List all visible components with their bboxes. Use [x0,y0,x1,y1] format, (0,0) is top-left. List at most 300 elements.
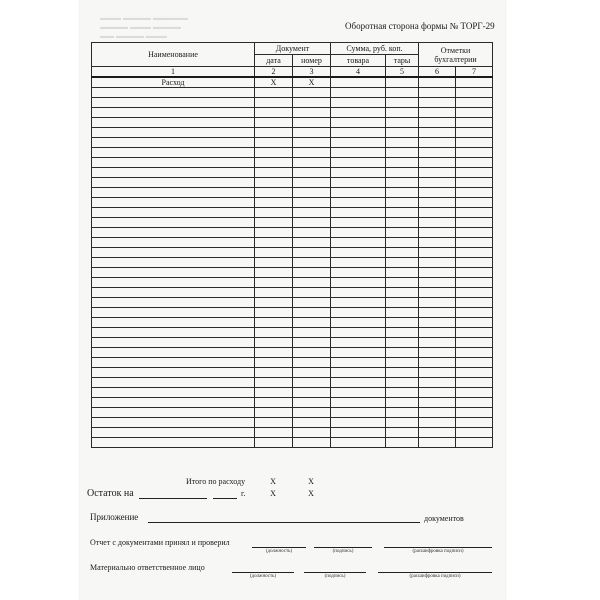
table-cell[interactable] [293,318,331,328]
table-cell[interactable] [419,268,456,278]
table-cell[interactable] [386,278,419,288]
table-row[interactable] [92,228,493,238]
table-cell[interactable] [92,138,255,148]
table-cell[interactable] [331,298,386,308]
table-cell[interactable] [331,248,386,258]
table-row[interactable] [92,178,493,188]
table-cell[interactable] [456,328,493,338]
report-signature-line[interactable] [314,547,372,548]
table-row[interactable] [92,368,493,378]
table-cell[interactable] [386,128,419,138]
attachment-count-line[interactable] [148,522,420,523]
table-cell[interactable] [293,328,331,338]
table-cell[interactable] [386,338,419,348]
table-cell[interactable] [92,268,255,278]
table-cell[interactable] [255,288,293,298]
table-cell[interactable] [456,338,493,348]
table-cell[interactable] [386,108,419,118]
table-cell[interactable] [92,408,255,418]
table-cell[interactable] [92,238,255,248]
table-cell[interactable] [92,328,255,338]
table-cell[interactable] [456,428,493,438]
table-cell[interactable] [331,308,386,318]
table-cell[interactable] [293,158,331,168]
table-cell[interactable] [255,258,293,268]
table-cell[interactable] [456,178,493,188]
table-cell[interactable] [92,178,255,188]
table-cell[interactable] [255,228,293,238]
table-cell[interactable] [386,168,419,178]
table-cell[interactable] [386,398,419,408]
table-row[interactable] [92,248,493,258]
table-cell[interactable] [456,128,493,138]
table-cell[interactable] [255,368,293,378]
table-row[interactable] [92,438,493,448]
table-cell[interactable] [255,248,293,258]
table-cell[interactable] [386,308,419,318]
table-cell[interactable] [255,388,293,398]
table-cell[interactable] [456,98,493,108]
table-cell[interactable] [92,128,255,138]
table-cell[interactable] [456,438,493,448]
table-cell[interactable] [456,388,493,398]
table-cell[interactable] [293,258,331,268]
responsible-decoding-line[interactable] [378,572,492,573]
table-cell[interactable] [331,228,386,238]
table-cell[interactable] [419,378,456,388]
report-decoding-line[interactable] [384,547,492,548]
table-row[interactable] [92,258,493,268]
table-cell[interactable] [456,378,493,388]
table-cell[interactable] [92,158,255,168]
table-cell[interactable] [293,358,331,368]
balance-date-line[interactable] [139,498,207,499]
table-row[interactable] [92,88,493,98]
table-cell[interactable] [255,358,293,368]
table-cell[interactable] [293,228,331,238]
table-cell[interactable] [255,318,293,328]
table-cell[interactable] [331,88,386,98]
table-cell[interactable] [255,328,293,338]
table-row[interactable] [92,98,493,108]
table-cell[interactable] [456,108,493,118]
table-cell[interactable] [386,148,419,158]
table-cell[interactable] [255,98,293,108]
table-cell[interactable] [386,408,419,418]
table-cell[interactable] [331,438,386,448]
table-cell[interactable] [419,148,456,158]
table-cell[interactable] [331,198,386,208]
table-cell[interactable] [331,428,386,438]
table-cell[interactable] [92,228,255,238]
table-cell[interactable] [92,428,255,438]
table-cell[interactable] [255,268,293,278]
table-cell[interactable] [255,438,293,448]
table-cell[interactable] [293,398,331,408]
table-cell[interactable] [386,238,419,248]
table-cell[interactable] [92,348,255,358]
table-cell[interactable] [293,138,331,148]
balance-date: X [270,489,276,498]
table-cell[interactable] [293,378,331,388]
table-row[interactable] [92,118,493,128]
table-row[interactable] [92,338,493,348]
report-position-line[interactable] [252,547,306,548]
table-row[interactable] [92,348,493,358]
table-cell[interactable] [419,408,456,418]
table-cell[interactable] [293,308,331,318]
table-cell[interactable] [419,198,456,208]
table-cell[interactable] [386,178,419,188]
table-cell[interactable] [255,158,293,168]
table-row[interactable] [92,408,493,418]
table-cell[interactable] [92,208,255,218]
table-cell[interactable] [456,228,493,238]
table-cell[interactable] [255,408,293,418]
table-cell[interactable] [419,188,456,198]
table-row[interactable] [92,238,493,248]
table-cell[interactable] [386,198,419,208]
table-cell[interactable] [92,378,255,388]
table-cell[interactable] [92,88,255,98]
table-cell[interactable] [293,128,331,138]
table-cell[interactable] [386,228,419,238]
table-cell[interactable] [386,98,419,108]
table-row[interactable] [92,128,493,138]
table-row[interactable] [92,278,493,288]
table-cell[interactable] [293,348,331,358]
table-cell[interactable] [293,288,331,298]
table-cell[interactable] [386,138,419,148]
table-cell[interactable] [293,298,331,308]
table-cell[interactable] [331,418,386,428]
responsible-position-line[interactable] [232,572,294,573]
table-cell[interactable] [293,98,331,108]
responsible-signature-line[interactable] [304,572,366,573]
table-cell[interactable] [331,328,386,338]
balance-year-line[interactable] [213,498,237,499]
table-row[interactable] [92,138,493,148]
table-cell[interactable] [331,148,386,158]
table-cell[interactable] [419,88,456,98]
table-cell[interactable] [331,288,386,298]
table-cell[interactable] [92,418,255,428]
table-cell[interactable] [255,148,293,158]
table-cell[interactable] [331,278,386,288]
table-cell[interactable] [255,238,293,248]
table-cell[interactable] [293,368,331,378]
table-cell[interactable] [419,288,456,298]
table-cell[interactable] [331,388,386,398]
table-cell[interactable] [255,428,293,438]
table-cell[interactable] [331,128,386,138]
table-cell[interactable] [331,258,386,268]
table-cell[interactable] [456,138,493,148]
table-cell[interactable] [419,238,456,248]
table-cell[interactable] [255,348,293,358]
table-cell[interactable] [386,288,419,298]
report-position-caption: (должность) [265,549,293,554]
table-cell[interactable] [419,278,456,288]
table-cell[interactable] [331,358,386,368]
table-cell[interactable] [419,248,456,258]
table-cell[interactable] [419,348,456,358]
table-cell[interactable] [255,138,293,148]
table-cell[interactable] [331,218,386,228]
table-cell[interactable] [456,348,493,358]
table-cell[interactable] [331,188,386,198]
table-cell[interactable] [456,398,493,408]
table-cell[interactable] [255,298,293,308]
table-cell[interactable] [92,358,255,368]
table-cell[interactable] [456,158,493,168]
table-cell[interactable] [456,308,493,318]
table-cell[interactable] [419,158,456,168]
table-cell[interactable] [386,248,419,258]
table-cell[interactable] [255,168,293,178]
table-cell[interactable] [419,358,456,368]
table-cell[interactable] [456,198,493,208]
table-cell[interactable] [419,438,456,448]
table-cell[interactable] [255,278,293,288]
table-cell[interactable] [331,108,386,118]
table-cell[interactable] [331,98,386,108]
table-cell[interactable] [293,278,331,288]
table-cell[interactable] [92,338,255,348]
table-cell[interactable] [293,428,331,438]
table-cell[interactable] [386,388,419,398]
table-cell[interactable] [255,88,293,98]
table-cell[interactable] [255,308,293,318]
table-cell[interactable] [293,248,331,258]
table-cell[interactable] [255,208,293,218]
table-cell[interactable] [456,248,493,258]
table-cell[interactable] [419,108,456,118]
table-row[interactable] [92,388,493,398]
table-cell[interactable] [456,148,493,158]
table-cell[interactable] [419,368,456,378]
table-cell[interactable] [419,228,456,238]
table-cell[interactable] [456,118,493,128]
table-cell[interactable] [456,358,493,368]
table-cell[interactable] [293,338,331,348]
table-row[interactable] [92,168,493,178]
table-cell[interactable] [293,388,331,398]
table-cell[interactable] [419,318,456,328]
table-cell[interactable] [456,188,493,198]
table-cell[interactable] [331,168,386,178]
table-cell[interactable] [293,148,331,158]
table-cell[interactable] [419,418,456,428]
table-cell[interactable] [255,378,293,388]
table-row[interactable] [92,268,493,278]
table-cell[interactable] [386,438,419,448]
table-cell[interactable] [92,308,255,318]
table-cell[interactable] [331,178,386,188]
table-cell[interactable] [386,118,419,128]
table-cell[interactable] [456,318,493,328]
table-cell[interactable] [92,108,255,118]
table-row[interactable] [92,428,493,438]
table-cell[interactable] [293,188,331,198]
table-cell[interactable] [386,88,419,98]
table-row[interactable] [92,288,493,298]
table-cell[interactable] [331,348,386,358]
table-cell[interactable] [92,368,255,378]
table-cell[interactable] [331,268,386,278]
table-cell[interactable] [331,138,386,148]
table-row[interactable] [92,208,493,218]
table-cell[interactable] [92,438,255,448]
table-cell[interactable] [419,208,456,218]
table-cell[interactable] [456,368,493,378]
table-cell[interactable] [331,378,386,388]
table-cell[interactable] [456,418,493,428]
table-cell[interactable] [419,338,456,348]
table-cell[interactable] [386,358,419,368]
table-row[interactable] [92,298,493,308]
table-cell[interactable] [456,258,493,268]
table-cell[interactable] [255,398,293,408]
table-row[interactable] [92,108,493,118]
table-cell[interactable] [92,248,255,258]
table-cell[interactable] [293,418,331,428]
table-row[interactable] [92,218,493,228]
table-cell[interactable] [92,258,255,268]
table-cell[interactable] [293,108,331,118]
table-cell[interactable] [255,198,293,208]
table-cell[interactable] [386,378,419,388]
table-cell[interactable] [92,218,255,228]
table-cell[interactable] [92,148,255,158]
table-cell[interactable] [92,278,255,288]
table-cell[interactable] [456,218,493,228]
table-cell[interactable] [331,208,386,218]
table-cell[interactable] [331,158,386,168]
table-cell[interactable] [255,178,293,188]
table-cell[interactable] [331,368,386,378]
table-cell[interactable] [255,418,293,428]
table-cell[interactable] [419,178,456,188]
table-cell[interactable] [293,118,331,128]
table-cell[interactable] [293,238,331,248]
table-cell[interactable] [419,128,456,138]
table-cell[interactable] [255,188,293,198]
table-cell[interactable] [331,398,386,408]
table-cell[interactable] [293,408,331,418]
table-row[interactable] [92,418,493,428]
table-row[interactable] [92,398,493,408]
table-cell[interactable] [456,88,493,98]
table-cell[interactable] [456,238,493,248]
table-cell[interactable] [386,258,419,268]
table-cell[interactable] [293,438,331,448]
table-cell[interactable] [92,288,255,298]
table-cell[interactable] [386,158,419,168]
table-cell[interactable] [456,298,493,308]
table-cell[interactable] [331,118,386,128]
table-cell[interactable] [331,408,386,418]
table-cell[interactable] [456,168,493,178]
table-cell[interactable] [419,138,456,148]
table-cell[interactable] [456,268,493,278]
table-cell[interactable] [456,288,493,298]
table-cell[interactable] [386,368,419,378]
table-cell[interactable] [92,298,255,308]
table-row[interactable] [92,358,493,368]
table-cell[interactable] [293,178,331,188]
responsible-position-caption: (должность) [249,574,277,579]
table-cell[interactable] [255,338,293,348]
table-cell[interactable] [456,278,493,288]
table-row[interactable] [92,188,493,198]
table-cell[interactable] [386,298,419,308]
table-row[interactable] [92,328,493,338]
table-cell[interactable] [92,318,255,328]
table-cell[interactable] [419,118,456,128]
table-cell[interactable] [419,388,456,398]
table-cell[interactable] [386,318,419,328]
table-cell[interactable] [293,198,331,208]
table-cell[interactable] [386,218,419,228]
table-cell[interactable] [419,218,456,228]
table-cell[interactable] [293,168,331,178]
table-cell[interactable] [92,388,255,398]
table-row[interactable] [92,198,493,208]
table-cell[interactable] [92,398,255,408]
table-cell[interactable] [92,188,255,198]
table-cell[interactable] [293,268,331,278]
table-cell[interactable] [419,308,456,318]
table-cell[interactable] [386,328,419,338]
table-row[interactable] [92,148,493,158]
table-cell[interactable] [293,88,331,98]
table-row[interactable] [92,308,493,318]
table-cell[interactable] [92,168,255,178]
table-cell[interactable] [92,198,255,208]
table-cell[interactable] [293,208,331,218]
table-row[interactable] [92,378,493,388]
table-cell[interactable] [419,298,456,308]
table-cell[interactable] [386,208,419,218]
table-cell[interactable] [331,338,386,348]
table-cell[interactable] [386,418,419,428]
table-cell[interactable] [419,168,456,178]
table-cell[interactable] [386,348,419,358]
table-cell[interactable] [255,218,293,228]
table-cell[interactable] [293,218,331,228]
table-cell[interactable] [255,128,293,138]
table-cell[interactable] [386,268,419,278]
table-cell[interactable] [331,238,386,248]
table-cell[interactable] [419,98,456,108]
table-cell[interactable] [419,258,456,268]
table-cell[interactable] [419,398,456,408]
table-cell[interactable] [92,98,255,108]
table-cell[interactable] [419,428,456,438]
table-cell[interactable] [386,428,419,438]
table-cell[interactable] [255,108,293,118]
table-cell[interactable] [331,318,386,328]
table-row[interactable] [92,318,493,328]
table-cell[interactable] [255,118,293,128]
table-cell[interactable] [419,328,456,338]
table-cell[interactable] [92,118,255,128]
table-row[interactable] [92,158,493,168]
table-cell[interactable] [456,408,493,418]
table-cell[interactable] [386,188,419,198]
table-cell[interactable] [456,208,493,218]
